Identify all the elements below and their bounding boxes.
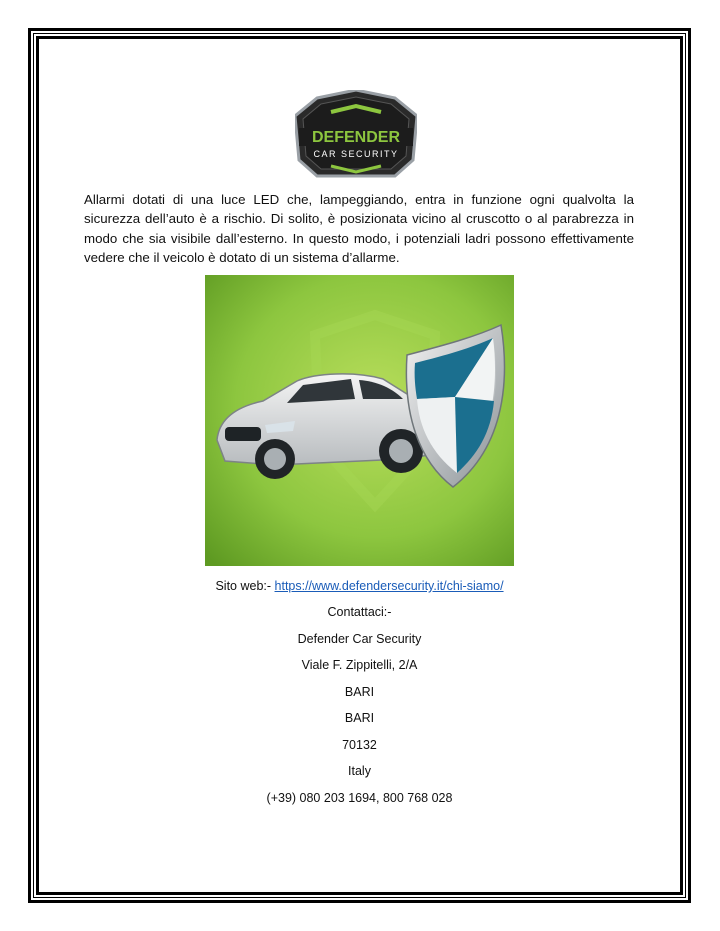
contact-city: BARI [344,685,375,699]
description-paragraph: Allarmi dotati di una luce LED che, lampeggiando, entra in funzione ogni qualvolta la sicurezza dell’auto è a rischio. Di solito, è posizionata vicino al cruscotto o al parabrezza in modo che sia visibile dall’esterno. In questo modo, i potenziali ladri possono effettivamente vedere che il veicolo è dotato di un sistema d’allarme. [84,192,634,266]
logo-subtitle: CAR SECURITY [313,149,399,159]
contact-zip: 70132 [342,738,377,752]
defender-logo [295,90,417,180]
website-link[interactable]: https://www.defendersecurity.it/chi-siamo/ [274,579,504,593]
contact-street: Viale F. Zippitelli, 2/A [301,658,418,672]
website-label: Sito web:- [215,579,275,593]
website-line [36,578,683,594]
contact-country: Italy [348,764,371,778]
contact-phones: (+39) 080 203 1694, 800 768 028 [266,791,453,805]
contact-province: BARI [344,711,375,725]
contact-company: Defender Car Security [297,632,422,646]
car-shield-image [205,275,514,566]
contact-heading: Contattaci:- [327,605,392,619]
logo-wordmark: DEFENDER [311,129,401,146]
